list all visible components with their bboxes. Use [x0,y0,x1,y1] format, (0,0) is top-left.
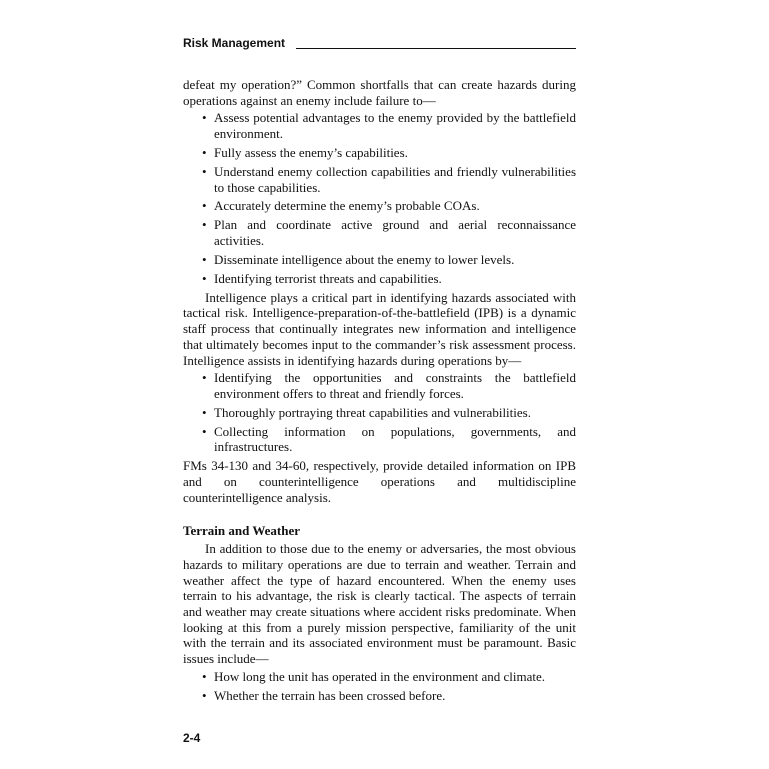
list-item [183,688,576,704]
body-text [183,77,576,707]
page-number: 2-4 [183,731,201,745]
terrain-list [183,669,576,704]
bullet-icon: • [202,270,207,286]
bullet-icon: • [202,687,207,703]
bullet-icon: • [202,251,207,267]
list-item-text: Plan and coordinate active ground and aerial reconnaissance activities. [214,217,576,249]
list-item-text: Disseminate intelligence about the enemy to lower levels. [214,251,515,267]
bullet-icon: • [202,110,207,126]
header-rule [296,48,576,49]
list-item-text: Whether the terrain has been crossed before. [214,687,446,703]
list-item [183,370,576,401]
intelligence-paragraph: Intelligence plays a critical part in identifying hazards associated with tactical risk. Intelligence-preparation-of-the-battlefield (IPB) is a dynamic staff process that continually integrates new information and intelligence that ultimately becomes input to the commander’s risk assessment process. Intelligence assists in identifying hazards during operations by— [183,289,576,368]
bullet-icon: • [202,145,207,160]
list-item-text: Assess potential advantages to the enemy provided by the battlefield environment. [214,110,576,142]
fms-paragraph: FMs 34-130 and 34-60, respectively, provide detailed information on IPB and on counterintelligence operations and multidiscipline counterintelligence analysis. [183,458,576,505]
list-item-text: Accurately determine the enemy’s probable COAs. [214,198,480,214]
list-item-text: Collecting information on populations, governments, and infrastructures. [214,423,576,455]
list-item [183,145,576,161]
list-item [183,405,576,421]
bullet-icon: • [202,163,207,179]
shortfalls-list [183,110,576,286]
section-heading: Terrain and Weather [183,523,301,539]
bullet-icon: • [202,404,207,420]
intro-paragraph: defeat my operation?” Common shortfalls that can create hazards during operations against an enemy include failure to— [183,77,576,108]
bullet-icon: • [202,198,207,214]
list-item-text: Thoroughly portraying threat capabilities and vulnerabilities. [214,404,531,420]
list-item [183,424,576,455]
list-item [183,252,576,268]
list-item-text: How long the unit has operated in the environment and climate. [214,668,546,684]
list-item-text: Identifying terrorist threats and capabilities. [214,270,442,286]
running-header [183,36,576,52]
running-header-title: Risk Management [183,36,286,50]
bullet-icon: • [202,370,207,386]
list-item [183,217,576,248]
list-item [183,164,576,195]
list-item [183,110,576,141]
list-item-text: Understand enemy collection capabilities and friendly vulnerabilities to those capabilities. [214,163,576,195]
bullet-icon: • [202,668,207,684]
bullet-icon: • [202,217,207,233]
list-item [183,271,576,287]
list-item-text: Identifying the opportunities and constraints the battlefield environment offers to threat and friendly forces. [214,370,576,401]
list-item [183,198,576,214]
list-item-text: Fully assess the enemy’s capabilities. [214,145,408,160]
bullet-icon: • [202,423,207,439]
terrain-paragraph: In addition to those due to the enemy or adversaries, the most obvious hazards to military operations are due to terrain and weather. Terrain and weather affect the type of hazard encountered. When the enemy uses terrain to his advantage, the risk is clearly tactical. The aspects of terrain and weather may create situations where accident risks predominate. When looking at this from a purely mission perspective, familiarity of the unit with the terrain and its associated environment must be paramount. Basic issues include— [183,541,576,667]
list-item [183,669,576,685]
intelligence-list [183,370,576,455]
